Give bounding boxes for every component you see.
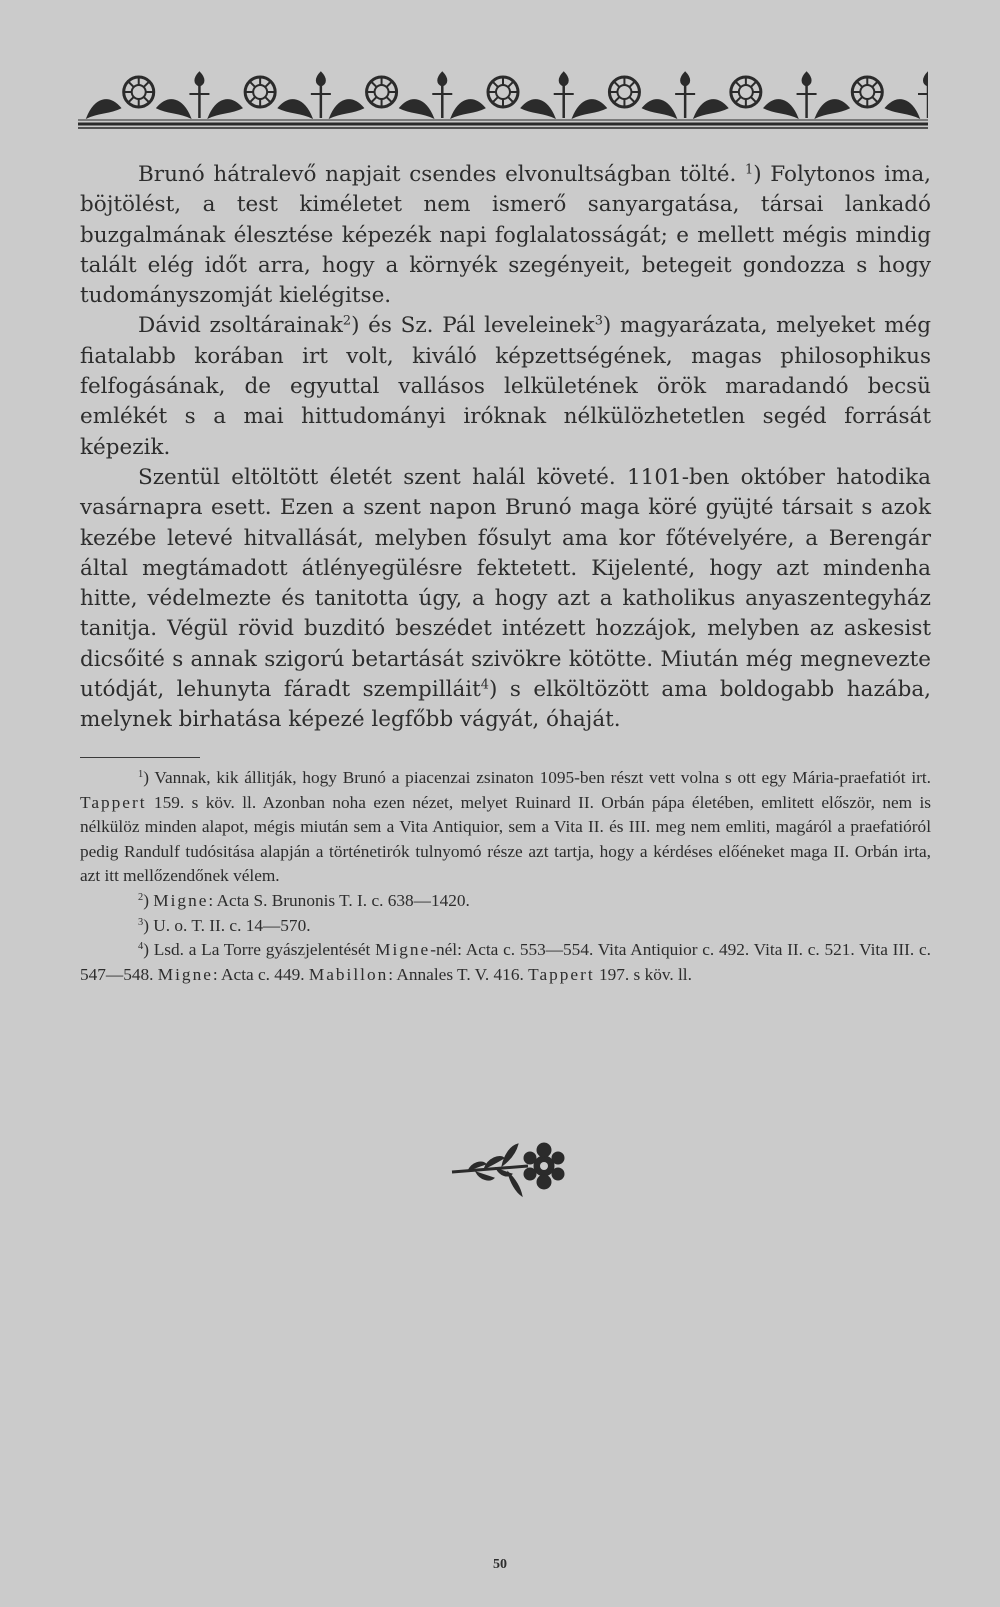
paragraph-text: ) Folytonos ima, böjtölést, a test kiméletet nem ismerő sanyargatása, társai lankadó buzgalmának élesztése képezék napi foglalatosságát; e mellett mégis mindig talált elég időt arra, hogy a környék szegényeit, betegeit gondozza s hogy tudományszomját kielégitse. bbox=[80, 162, 931, 309]
author-name: Migne bbox=[375, 940, 431, 960]
rosette-motif bbox=[815, 72, 928, 118]
footnote-marker: 3 bbox=[594, 313, 603, 329]
rosette-motif bbox=[694, 72, 817, 118]
author-name: Tappert bbox=[528, 964, 595, 984]
floral-border-ornament bbox=[78, 68, 928, 130]
footnote-marker: 4 bbox=[480, 677, 489, 693]
footnote-text: ) bbox=[143, 890, 154, 910]
footnote-2 bbox=[80, 889, 931, 914]
paragraph-text: Brunó hátralevő napjait csendes elvonultságban tölté. bbox=[138, 162, 737, 187]
rosette-motif bbox=[451, 72, 574, 118]
author-name: Migne bbox=[153, 890, 209, 910]
footnote-text: ) Vannak, kik állitják, hogy Brunó a piacenzai zsinaton 1095-ben részt vett volna s ott egy Mária-praefatiót irt. bbox=[143, 768, 931, 787]
footnote-1 bbox=[80, 766, 931, 889]
rosette-motif bbox=[208, 72, 331, 118]
floral-tailpiece-ornament bbox=[448, 1138, 570, 1200]
footnote-marker: 2 bbox=[342, 313, 352, 329]
footnote-divider bbox=[80, 757, 200, 758]
footnote-number: 4 bbox=[138, 940, 144, 952]
footnote-text: : Acta c. 449. bbox=[212, 964, 309, 984]
paragraph-text: ) és Sz. Pál leveleinek bbox=[351, 313, 595, 339]
paragraph-3 bbox=[80, 463, 931, 736]
author-name: Migne bbox=[157, 964, 213, 984]
rosette-motif bbox=[330, 72, 453, 118]
footnote-number: 3 bbox=[138, 916, 144, 928]
rosette-motif bbox=[572, 72, 695, 118]
footnote-text: ) U. o. T. II. c. 14—570. bbox=[143, 915, 311, 935]
footnote-text: 159. s köv. ll. Azonban noha ezen nézet, melyet Ruinard II. Orbán pápa életében, emlitett először, nem is nélkülöz minden alapot, mégis miután sem a Vita Antiquior, sem a Vita II. és III. meg nem emliti, magáról a praefatióról pedig Randulf tudósitása alapján a történetirók tulnyomó része azt tartja, hogy a kérdéses előéneket maga II. Orbán irta, azt itt mellőzendőnek vélem. bbox=[80, 792, 931, 886]
author-name: Tappert bbox=[80, 792, 147, 812]
paragraph-text: Szentül eltöltött életét szent halál követé. 1101-ben október hatodika vasárnapra esett. Ezen a szent napon Brunó maga köré gyüjté társait s azok kezébe letevé hitvallását, melyben fősulyt ama kor főtévelyére, a Berengár által megtámadott átlényegülésre fektetett. Kijelenté, hogy azt mindenha hitte, védelmezte és tanitotta úgy, a hogy azt a katholikus anyaszentegyház tanitja. Végül rövid buzditó beszédet intézett hozzájok, melyben az askesist dicsőité s annak szigorú betartását szivökre kötötte. Miután még megnevezte utódját, lehunyta fáradt szempilláit bbox=[80, 464, 931, 703]
footnote-3 bbox=[80, 914, 931, 939]
footnote-number: 1 bbox=[138, 768, 144, 780]
body-text bbox=[80, 160, 931, 736]
paragraph-text: ) magyarázata, melyeket még fiatalabb korában irt volt, kiváló képzettségének, magas philosophikus felfogásának, de egyuttal vallásos lelkületének örök maradandó becsü emlékét s a mai hittudományi iróknak nélkülözhetetlen segéd forrását képezik. bbox=[80, 313, 931, 460]
paragraph-text: Dávid zsoltárainak bbox=[138, 313, 343, 339]
paragraph-1 bbox=[80, 160, 931, 311]
paragraph-2 bbox=[80, 311, 931, 462]
footnote-marker: 1 bbox=[745, 162, 754, 178]
footnote-text: : Annales T. V. 416. bbox=[388, 964, 529, 984]
footnote-number: 2 bbox=[138, 891, 144, 903]
footnote-text: 197. s köv. ll. bbox=[594, 964, 692, 984]
footnotes bbox=[80, 766, 931, 987]
rosette-motif bbox=[87, 72, 210, 118]
footnote-text: -nél: Acta c. 553—554. Vita Antiquior c. 492. Vita II. c. 521. Vita III. c. 547—548. bbox=[80, 940, 931, 984]
page-number: 50 bbox=[493, 1557, 507, 1572]
paragraph-text: ) s elköltözött ama boldogabb hazába, melynek birhatása képezé legfőbb vágyát, óhaját. bbox=[80, 677, 932, 733]
author-name: Mabillon bbox=[308, 964, 389, 984]
footnote-text: ) Lsd. a La Torre gyászjelentését bbox=[143, 940, 376, 960]
footnote-text: : Acta S. Brunonis T. I. c. 638—1420. bbox=[208, 890, 470, 910]
footnote-4 bbox=[80, 938, 931, 987]
